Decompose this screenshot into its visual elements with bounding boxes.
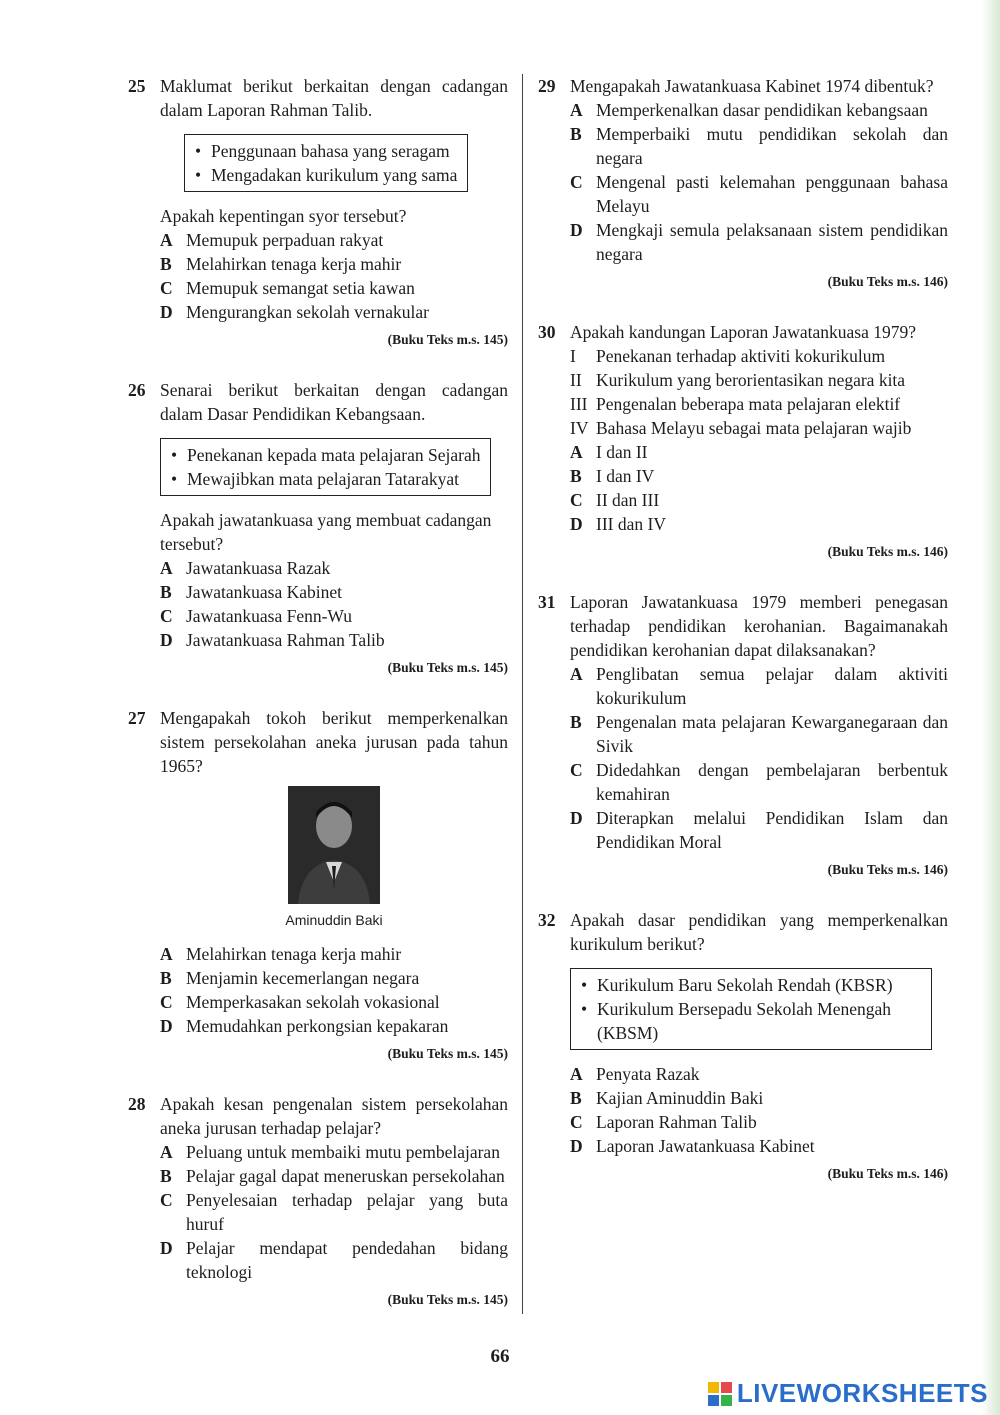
statement-iii: III Pengenalan beberapa mata pelajaran elektif [570,394,901,414]
option-a[interactable]: A I dan II [570,442,648,462]
question-text: Senarai berikut berkaitan dengan cadangan dalam Dasar Pendidikan Kebangsaan. [160,380,508,424]
question-number: 28 [128,1094,146,1114]
question-26 [128,378,508,680]
question-25 [128,74,508,352]
textbook-reference: (Buku Teks m.s. 145) [387,660,508,675]
option-b[interactable]: B Melahirkan tenaga kerja mahir [160,254,402,274]
question-prompt: Apakah jawatankuasa yang membuat cadangan tersebut? [160,510,492,554]
question-text: Apakah kesan pengenalan sistem persekolahan aneka jurusan terhadap pelajar? [160,1094,508,1138]
box-item: • Penekanan kepada mata pelajaran Sejarah [171,445,481,465]
logo-tiles-icon [708,1382,732,1406]
column-divider [522,74,523,1314]
option-c[interactable]: C Didedahkan dengan pembelajaran berbentuk kemahiran [570,760,948,804]
option-b[interactable]: B I dan IV [570,466,655,486]
option-a[interactable]: A Jawatankuasa Razak [160,558,331,578]
textbook-reference: (Buku Teks m.s. 146) [827,274,948,289]
question-text: Mengapakah Jawatankuasa Kabinet 1974 dibentuk? [570,76,934,96]
option-d[interactable]: D Pelajar mendapat pendedahan bidang teknologi [160,1238,508,1282]
option-d[interactable]: D III dan IV [570,514,666,534]
bullet-icon: • [195,165,202,185]
option-b[interactable]: B Pengenalan mata pelajaran Kewarganegaraan dan Sivik [570,712,948,756]
option-d[interactable]: D Mengkaji semula pelaksanaan sistem pendidikan negara [570,220,948,264]
question-28 [128,1092,508,1312]
option-c[interactable]: C Penyelesaian terhadap pelajar yang buta huruf [160,1190,508,1234]
bullet-icon: • [581,999,588,1019]
question-number: 30 [538,322,556,342]
bullet-icon: • [195,141,202,161]
option-d[interactable]: D Mengurangkan sekolah vernakular [160,302,429,322]
bullet-icon: • [171,445,178,465]
option-d[interactable]: D Laporan Jawatankuasa Kabinet [570,1136,815,1156]
option-c[interactable]: C Memperkasakan sekolah vokasional [160,992,440,1012]
textbook-reference: (Buku Teks m.s. 145) [387,1292,508,1307]
option-d[interactable]: D Memudahkan perkongsian kepakaran [160,1016,449,1036]
option-a[interactable]: A Memupuk perpaduan rakyat [160,230,384,250]
textbook-reference: (Buku Teks m.s. 146) [827,544,948,559]
option-b[interactable]: B Memperbaiki mutu pendidikan sekolah dan negara [570,124,948,168]
question-text: Apakah dasar pendidikan yang memperkenalkan kurikulum berikut? [570,910,948,954]
page-number: 66 [490,1346,510,1367]
page-edge [982,0,1000,1415]
question-number: 29 [538,76,556,96]
question-text: Maklumat berikut berkaitan dengan cadangan dalam Laporan Rahman Talib. [160,76,508,120]
bullet-icon: • [171,469,178,489]
statement-iv: IV Bahasa Melayu sebagai mata pelajaran wajib [570,418,912,438]
option-d[interactable]: D Jawatankuasa Rahman Talib [160,630,385,650]
left-column [128,74,508,1312]
option-a[interactable]: A Penyata Razak [570,1064,700,1084]
option-b[interactable]: B Menjamin kecemerlangan negara [160,968,420,988]
question-text: Apakah kandungan Laporan Jawatankuasa 1979? [570,322,916,342]
statement-ii: II Kurikulum yang berorientasikan negara kita [570,370,906,390]
option-b[interactable]: B Pelajar gagal dapat meneruskan persekolahan [160,1166,505,1186]
info-box [160,438,491,496]
option-c[interactable]: C Laporan Rahman Talib [570,1112,757,1132]
info-box [570,968,932,1050]
option-d[interactable]: D Diterapkan melalui Pendidikan Islam dan Pendidikan Moral [570,808,948,852]
logo-text: LIVEWORKSHEETS [736,1378,988,1408]
option-c[interactable]: C Memupuk semangat setia kawan [160,278,415,298]
photo-caption: Aminuddin Baki [285,912,383,928]
question-27 [128,706,508,1066]
liveworksheets-logo[interactable] [708,1378,988,1409]
question-32 [538,908,948,1186]
box-item: • Penggunaan bahasa yang seragam [195,141,450,161]
question-text: Laporan Jawatankuasa 1979 memberi penegasan terhadap pendidikan kerohanian. Bagaimanakah pendidikan kerohanian dapat dilaksanakan? [570,592,948,660]
box-item: • Mewajibkan mata pelajaran Tatarakyat [171,469,460,489]
portrait-photo [288,786,380,904]
question-30 [538,320,948,564]
statement-i: I Penekanan terhadap aktiviti kokurikulum [570,346,886,366]
option-c[interactable]: C II dan III [570,490,660,510]
option-c[interactable]: C Mengenal pasti kelemahan penggunaan bahasa Melayu [570,172,948,216]
option-b[interactable]: B Kajian Aminuddin Baki [570,1088,764,1108]
portrait-icon [288,786,380,904]
option-b[interactable]: B Jawatankuasa Kabinet [160,582,342,602]
question-text: Mengapakah tokoh berikut memperkenalkan sistem persekolahan aneka jurusan pada tahun 1965? [160,708,508,776]
option-c[interactable]: C Jawatankuasa Fenn-Wu [160,606,352,626]
question-prompt: Apakah kepentingan syor tersebut? [160,206,407,226]
question-number: 32 [538,910,556,930]
option-a[interactable]: A Penglibatan semua pelajar dalam aktiviti kokurikulum [570,664,948,708]
textbook-reference: (Buku Teks m.s. 145) [387,1046,508,1061]
textbook-reference: (Buku Teks m.s. 146) [827,1166,948,1181]
box-item: • Mengadakan kurikulum yang sama [195,165,458,185]
textbook-reference: (Buku Teks m.s. 146) [827,862,948,877]
question-number: 27 [128,708,146,728]
option-a[interactable]: A Peluang untuk membaiki mutu pembelajaran [160,1142,500,1162]
question-number: 26 [128,380,146,400]
question-31 [538,590,948,882]
info-box [184,134,468,192]
right-column [538,74,948,1186]
question-number: 31 [538,592,556,612]
question-number: 25 [128,76,146,96]
question-29 [538,74,948,294]
option-a[interactable]: A Memperkenalkan dasar pendidikan kebangsaan [570,100,928,120]
textbook-reference: (Buku Teks m.s. 145) [387,332,508,347]
box-item: • Kurikulum Baru Sekolah Rendah (KBSR) [581,975,893,995]
option-a[interactable]: A Melahirkan tenaga kerja mahir [160,944,402,964]
box-item: • Kurikulum Bersepadu Sekolah Menengah (KBSM) [581,999,892,1043]
bullet-icon: • [581,975,588,995]
